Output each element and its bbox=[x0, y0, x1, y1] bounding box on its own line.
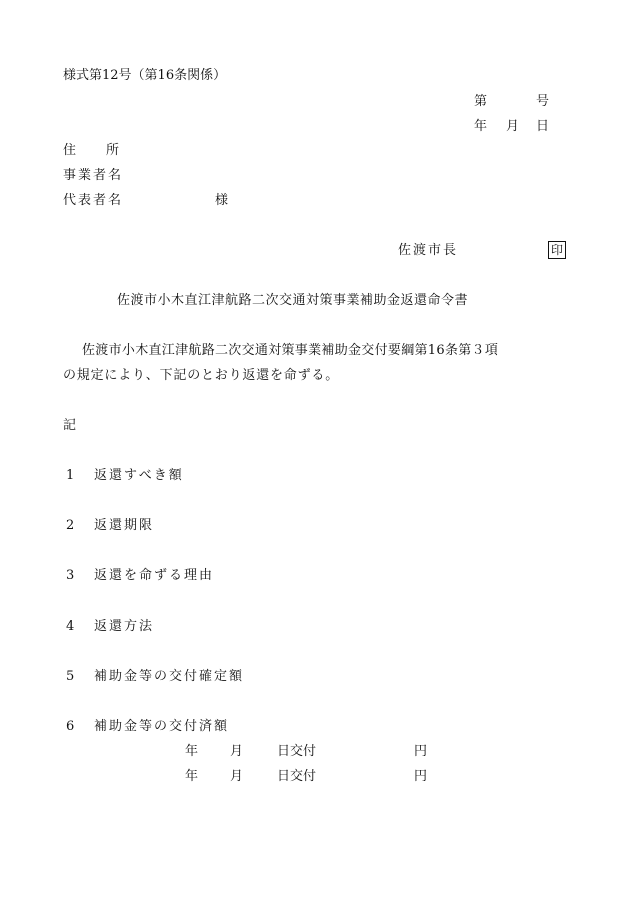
payment-month: 月 bbox=[230, 744, 244, 759]
seal-mark: 印 bbox=[548, 241, 566, 259]
payment-yen: 円 bbox=[414, 769, 428, 784]
item-label: 補助金等の交付済額 bbox=[94, 719, 230, 734]
date-month: 月 bbox=[506, 119, 520, 134]
item-number: 5 bbox=[66, 669, 75, 684]
date-day: 日 bbox=[536, 119, 550, 134]
payment-day: 日交付 bbox=[277, 769, 317, 784]
address-label-2: 所 bbox=[106, 143, 120, 158]
address-label-1: 住 bbox=[63, 143, 77, 158]
item-label: 返還を命ずる理由 bbox=[94, 568, 215, 583]
item-number: 4 bbox=[66, 619, 75, 634]
issuer-title: 佐渡市長 bbox=[398, 243, 459, 258]
item-label: 返還期限 bbox=[94, 518, 155, 533]
representative-label: 代表者名 bbox=[63, 193, 124, 208]
item-number: 3 bbox=[66, 568, 75, 583]
item-number: 1 bbox=[66, 468, 75, 483]
item-number: 6 bbox=[66, 719, 75, 734]
doc-number-go: 号 bbox=[536, 94, 550, 109]
business-name-label: 事業者名 bbox=[63, 168, 124, 183]
item-label: 返還すべき額 bbox=[94, 468, 184, 483]
ki-heading: 記 bbox=[63, 418, 77, 433]
date-year: 年 bbox=[474, 119, 488, 134]
payment-yen: 円 bbox=[414, 744, 428, 759]
honorific-sama: 様 bbox=[215, 193, 229, 208]
payment-month: 月 bbox=[230, 769, 244, 784]
body-line-1: 佐渡市小木直江津航路二次交通対策事業補助金交付要綱第16条第３項 bbox=[82, 343, 499, 358]
document-title: 佐渡市小木直江津航路二次交通対策事業補助金返還命令書 bbox=[117, 293, 469, 308]
form-number: 様式第12号（第16条関係） bbox=[63, 68, 227, 83]
payment-year: 年 bbox=[185, 744, 199, 759]
item-label: 返還方法 bbox=[94, 619, 155, 634]
payment-year: 年 bbox=[185, 769, 199, 784]
item-number: 2 bbox=[66, 518, 75, 533]
payment-day: 日交付 bbox=[277, 744, 317, 759]
item-label: 補助金等の交付確定額 bbox=[94, 669, 245, 684]
body-line-2: の規定により、下記のとおり返還を命ずる。 bbox=[63, 368, 340, 383]
doc-number-dai: 第 bbox=[474, 94, 488, 109]
